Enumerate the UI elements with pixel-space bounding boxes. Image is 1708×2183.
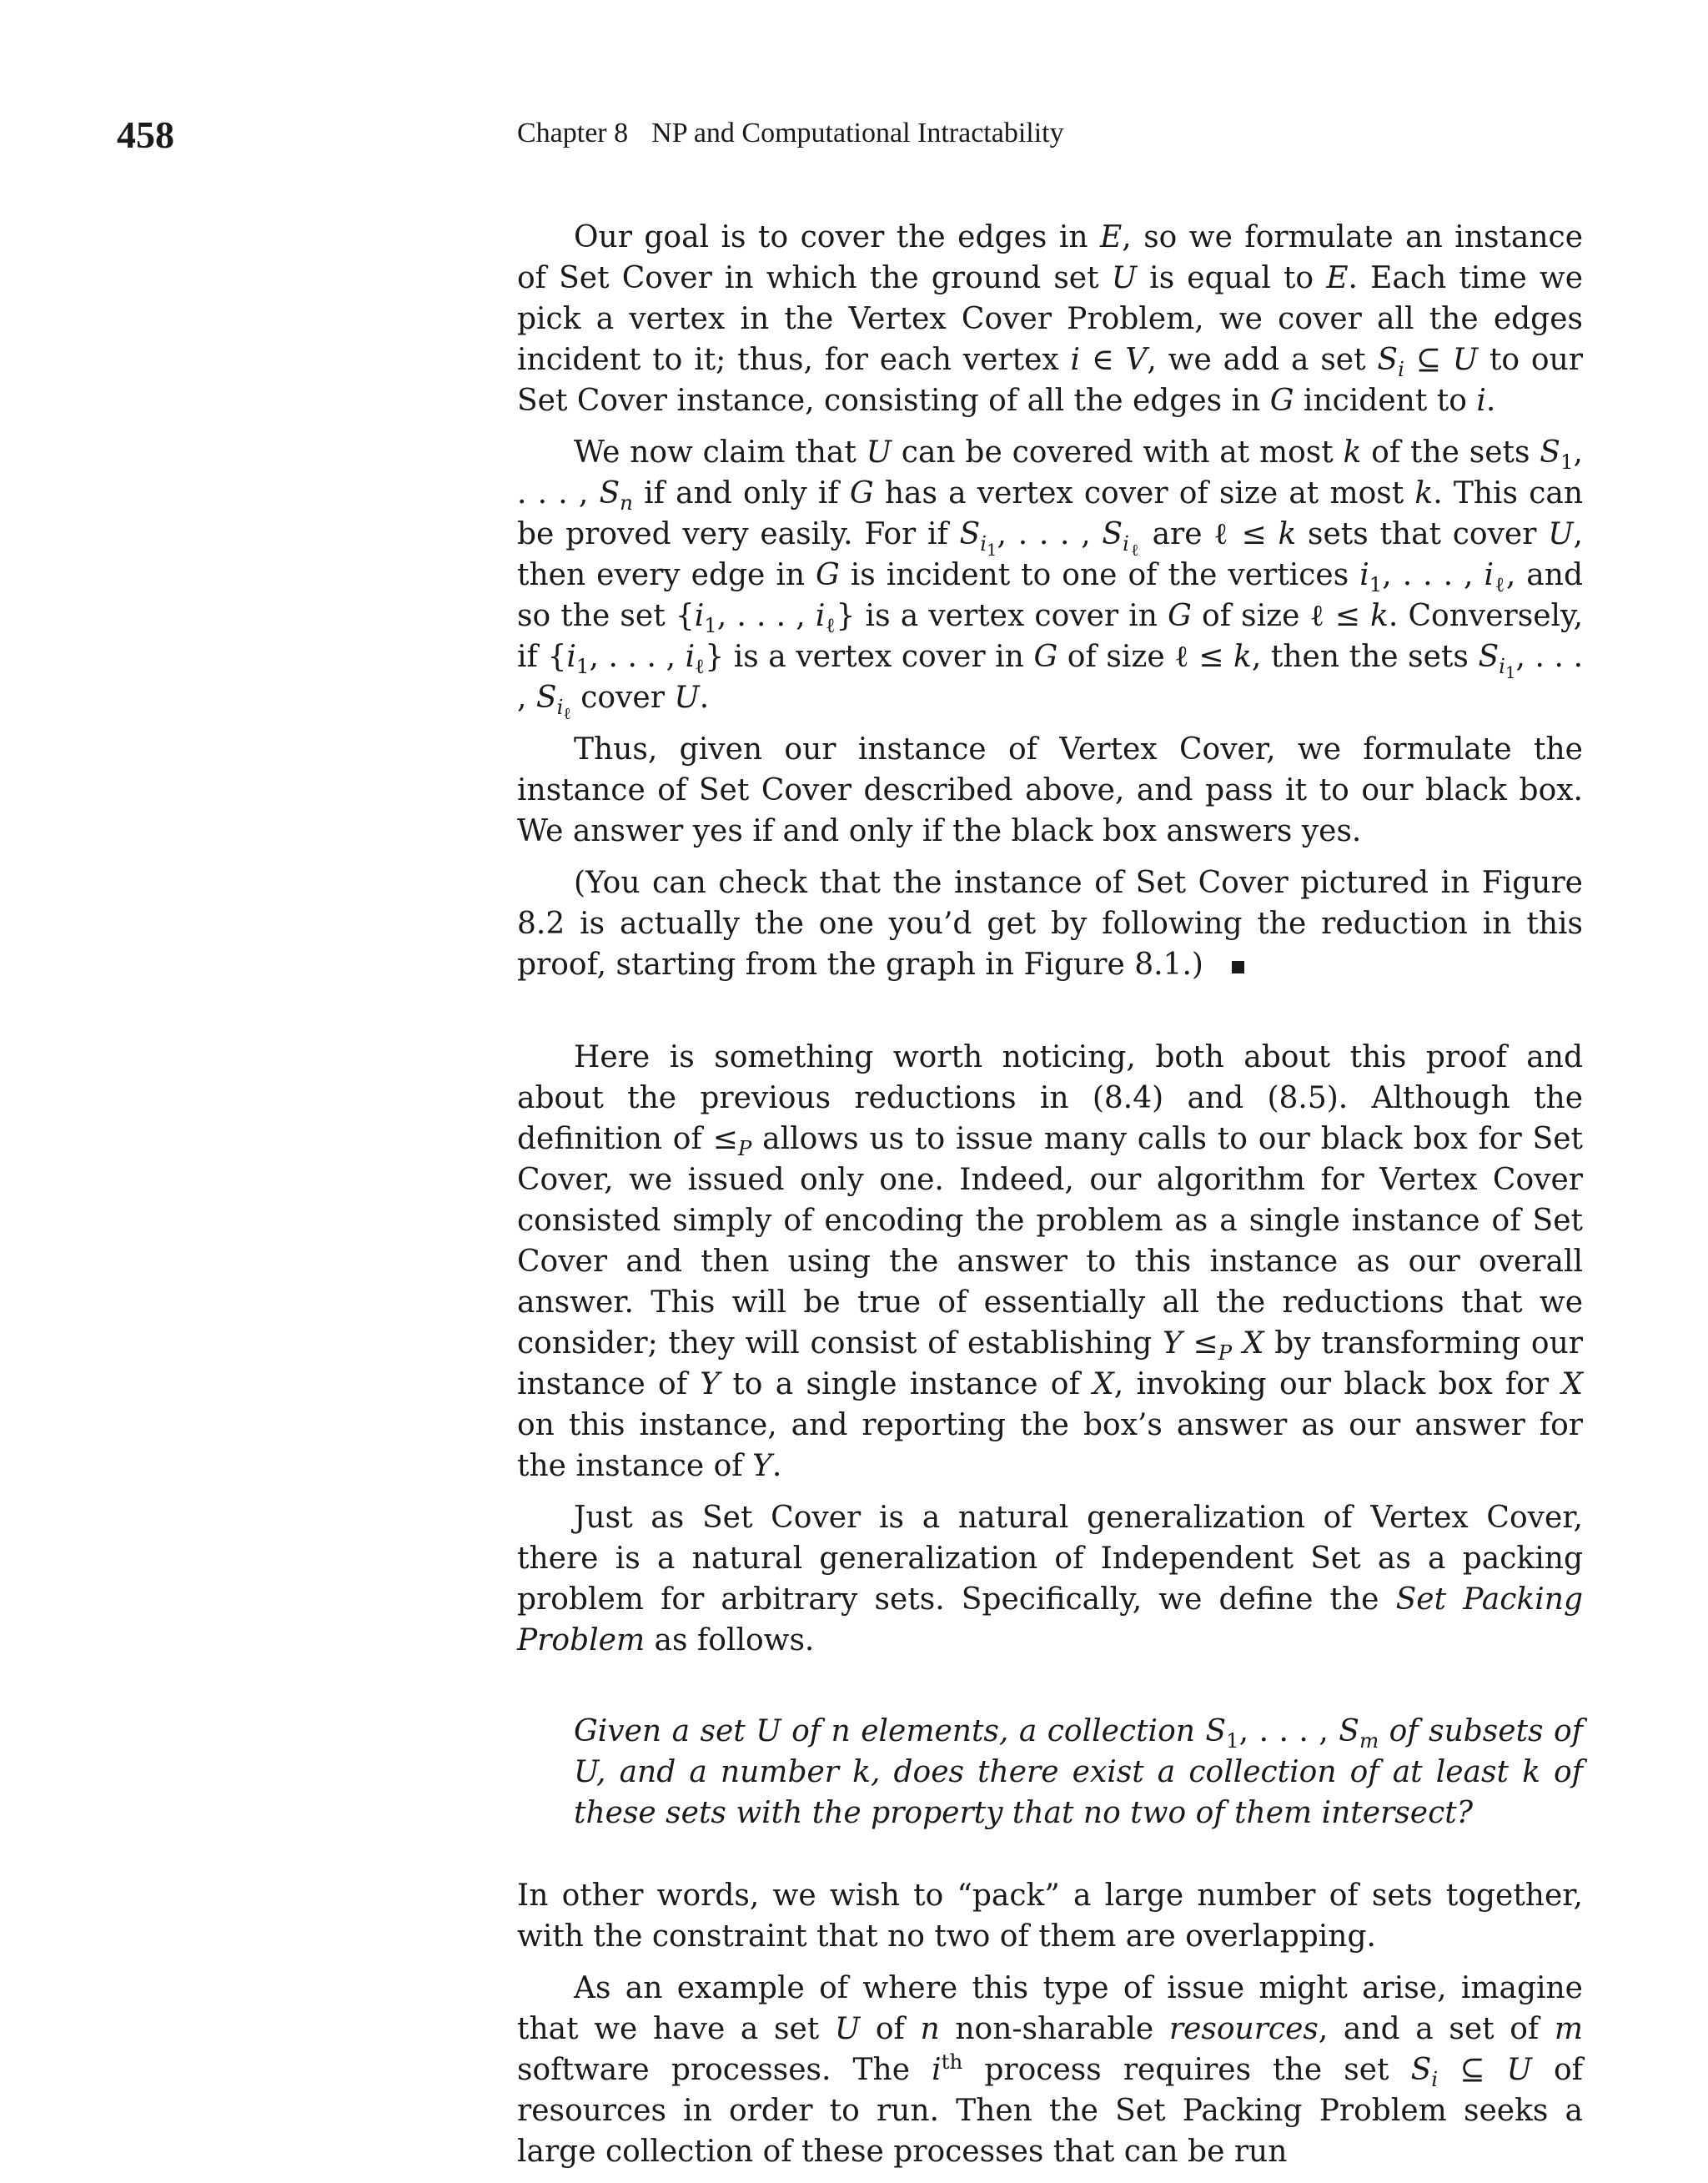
paragraph-8: As an example of where this type of issue might arise, imagine that we have a set U of n non-sharable resources, and a set of m software processes. The $i^{th}$ process requires the set $S_i$ ⊆ U of resources in order to run. Then the Set Packing Problem seeks a large collection of these processes that can be run	[517, 1971, 1584, 2169]
paragraph-7: In other words, we wish to “pack” a large number of sets together, with the constraint that no two of them are overlapping.	[517, 1879, 1583, 1954]
paragraph-4: (You can check that the instance of Set Cover pictured in Figure 8.2 is actually the one you’d get by following the reduction in this proof, starting from the graph in Figure 8.1.)	[517, 866, 1583, 982]
problem-statement: Given a set U of n elements, a collection $S_1$, . . . , $S_m$ of subsets of U, and a number k, does there exist a collection of at least k of these sets with the property that no two of them intersect?	[574, 1714, 1584, 1830]
chapter-title: NP and Computational Intractability	[651, 118, 1064, 148]
page-number: 458	[117, 113, 174, 156]
chapter-label: Chapter 8	[517, 118, 629, 148]
paragraph-3: Thus, given our instance of Vertex Cover, we formulate the instance of Set Cover described above, and pass it to our black box. We answer yes if and only if the black box answers yes.	[517, 732, 1583, 848]
running-head	[517, 115, 1064, 152]
paragraph-5: Here is something worth noticing, both about this proof and about the previous reductions in (8.4) and (8.5). Although the definition of $\le_P$ allows us to issue many calls to our black box for Set Cover, we issued only one. Indeed, our algorithm for Vertex Cover consisted simply of encoding the problem as a single instance of Set Cover and then using the answer to this instance as our overall answer. This will be true of essentially all the reductions that we consider; they will consist of establishing $Y \le_P$ X by transforming our instance of Y to a single instance of X, invoking our black box for X on this instance, and reporting the box’s answer as our answer for the instance of Y.	[517, 1040, 1584, 1483]
paragraph-6: Just as Set Cover is a natural generalization of Vertex Cover, there is a natural generalization of Independent Set as a packing problem for arbitrary sets. Specifically, we define the Set Packing Problem as follows.	[517, 1501, 1583, 1657]
body-text	[517, 217, 1583, 2183]
paragraph-1: Our goal is to cover the edges in E, so we formulate an instance of Set Cover in which the ground set U is equal to E. Each time we pick a vertex in the Vertex Cover Problem, we cover all the edges incident to it; thus, for each vertex i ∈ V, we add a set $S_i$ ⊆ U to our Set Cover instance, consisting of all the edges in G incident to i.	[517, 220, 1584, 418]
paragraph-2: We now claim that U can be covered with at most k of the sets $S_1$, . . . , $S_n$ if and only if G has a vertex cover of size at most k. This can be proved very easily. For if $S_{i_1}$, . . . , $S_{i_\ell}$ are ℓ ≤ k sets that cover U, then every edge in G is incident to one of the vertices $i_1$, . . . , $i_\ell$, and so the set {$i_1$, . . . , $i_\ell$} is a vertex cover in G of size ℓ ≤ k. Conversely, if {$i_1$, . . . , $i_\ell$} is a vertex cover in G of size ℓ ≤ k, then the sets $S_{i_1}$, . . . , $S_{i_\ell}$ cover U.	[517, 435, 1584, 724]
qed-square-icon	[1232, 961, 1244, 973]
